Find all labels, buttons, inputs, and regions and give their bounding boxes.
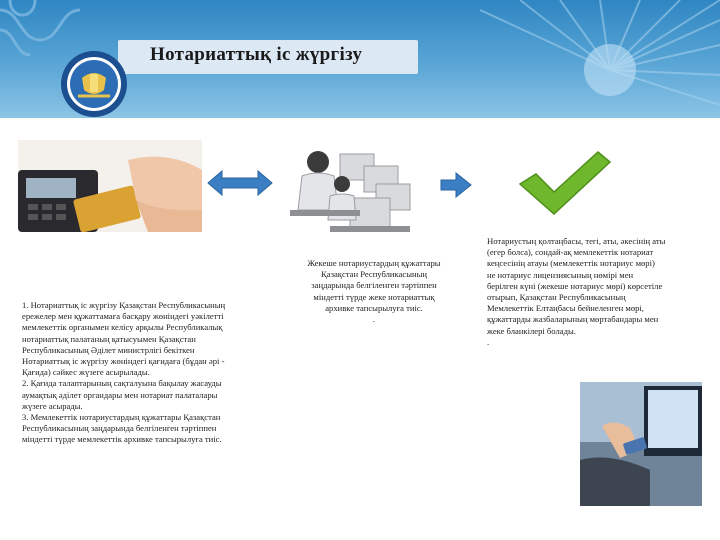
text-line: Қағида) сәйкес жүзеге асырылады.	[22, 367, 150, 378]
text-line: 2. Қағида талаптарының сақталуына бақылау жасауды	[22, 378, 222, 389]
text-line: Республикасының Әділет министрлігі бекіткен	[22, 344, 195, 355]
text-line: отырып, Қазақстан Республикасының	[487, 292, 626, 303]
text-line: ережелер мен құжаттамаға басқару жөніндегі уәкілетті	[22, 311, 224, 322]
card-payment-photo	[18, 140, 202, 232]
text-line: не нотариус лицензиясының нөмірі мен	[487, 269, 634, 280]
middle-text-block	[283, 258, 465, 325]
call-center-photo	[280, 140, 416, 238]
text-line: міндетті түрде жеке нотариаттық	[313, 291, 435, 302]
text-line: (егер болса), сондай-ақ мемлекеттік нотариат	[487, 247, 654, 258]
text-line: заңдарында белгіленген тәртіппен	[311, 280, 437, 291]
text-line: Жекеше нотариустардың құжаттары	[307, 258, 441, 268]
text-line: құжаттарды жазбаларының мөртабандары мен	[487, 314, 659, 325]
text-line: міндетті түрде мемлекеттік архивке тапсырылуға тиіс.	[22, 434, 222, 445]
text-line: мемлекеттік органымен келісу арқылы Республикалық	[22, 322, 223, 333]
text-line: Нотариаттық іс жүргізу жөніндегі қағидаға (бұдан әрі -	[22, 356, 225, 367]
text-line: Нотариустың қолтаңбасы, тегі, аты, әкесінің аты	[487, 236, 666, 246]
trailing-dot: .	[487, 336, 490, 347]
sun-rays-decoration	[380, 0, 720, 118]
text-line: 1. Нотариаттық іс жүргізу Қазақстан Республикасының	[22, 300, 226, 310]
text-line: 3. Мемлекеттік нотариустардың құжаттары Қазақстан	[22, 412, 221, 423]
text-line: архивке тапсырылуға тиіс.	[325, 302, 423, 313]
double-arrow-icon	[206, 168, 274, 198]
text-line: Республикасының заңдарында белгіленген тәртіппен	[22, 423, 217, 434]
page-title: Нотариаттық іс жүргізу	[150, 44, 363, 65]
text-line: аумақтық әділет органдары мен нотариат палаталары	[22, 389, 218, 400]
green-checkmark-icon	[516, 148, 612, 216]
text-line: Мемлекеттік Елтаңбасы бейнеленген мөрі,	[487, 303, 644, 314]
text-line: кеңсесінің атауы (мемлекеттік нотариус мөрі)	[487, 258, 655, 269]
text-line: жеке бланкілері болады.	[487, 325, 576, 336]
left-text-block	[22, 300, 262, 446]
text-line: жүзеге асырады.	[22, 400, 83, 411]
trailing-dot: .	[372, 314, 376, 325]
text-line: берілген күні (жекеше нотариус мөрі) көрсетіле	[487, 280, 663, 291]
ministry-emblem-icon	[60, 50, 128, 118]
text-line: нотариаттық палатаның қатысуымен Қазақстан	[22, 333, 196, 344]
right-arrow-icon	[440, 172, 472, 198]
text-line: Қазақстан Республикасының	[321, 269, 427, 280]
right-text-block	[487, 236, 709, 348]
person-at-computer-photo	[580, 382, 702, 506]
